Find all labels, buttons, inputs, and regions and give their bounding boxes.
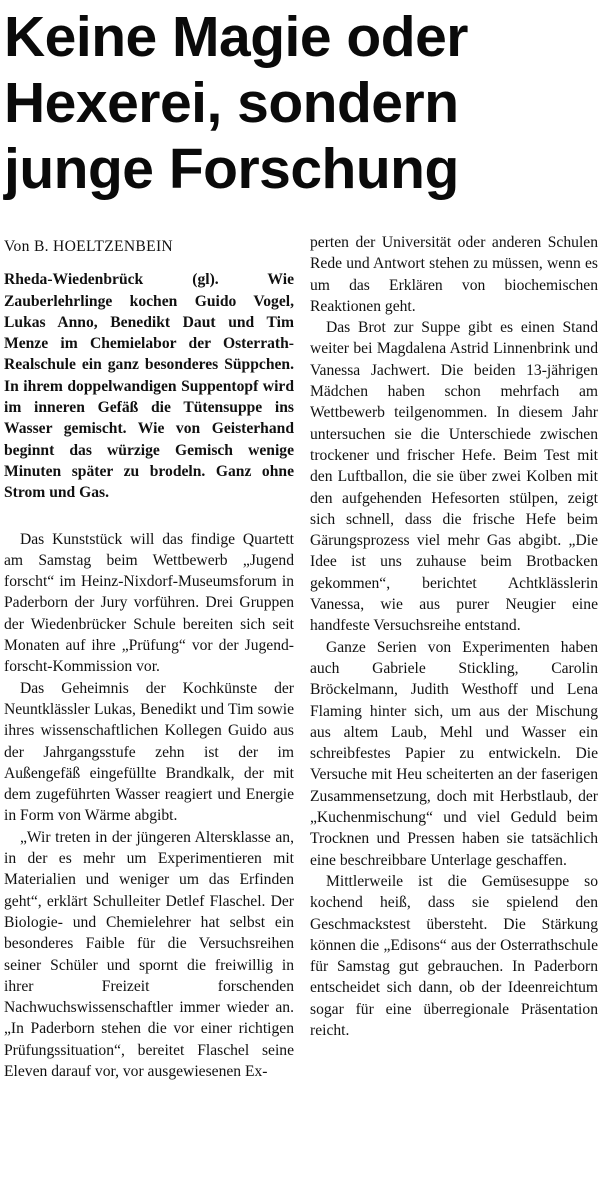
headline: Keine Magie oder Hexerei, sondern junge Forschung (4, 5, 468, 201)
body-paragraph: Das Kunststück will das findige Quartett am Samstag beim Wettbewerb „Jugend forscht“ im Heinz-Nixdorf-Museumsforum in Paderborn der Jury vorführen. Drei Gruppen der Wiedenbrücker Schule bereiten sich seit Monaten auf ihre „Prüfung“ vor der Jugend-forscht-Kommission vor. (4, 530, 294, 676)
body-paragraph-continuation: perten der Universität oder anderen Schulen Rede und Antwort stehen zu müssen, wenn es um das Erklären von biochemischen Reaktionen geht. (310, 234, 598, 315)
body-paragraph: Das Geheimnis der Kochkünste der Neuntklässler Lukas, Benedikt und Tim sowie ihres wissenschaftlichen Kollegen Guido aus der Jahrgangsstufe zehn ist der im Außengefäß eingefüllte Brandkalk, der mit dem zugeführten Wasser reagiert und Energie in Form von Wärme abgibt. (4, 679, 294, 825)
byline: Von B. HOELTZENBEIN (4, 238, 173, 255)
lead-paragraph: Rheda-Wiedenbrück (gl). Wie Zauberlehrlinge kochen Guido Vogel, Lukas Anno, Benedikt Daut und Tim Menze im Chemielabor der Osterrath-Realschule ein ganz besonderes Süppchen. In ihrem doppelwandigen Suppentopf wird im inneren Gefäß die Tütensuppe ins Wasser gemischt. Wie von Geisterhand beginnt das würzige Gemisch wenige Minuten später zu brodeln. Ganz ohne Strom und Gas. (4, 271, 294, 502)
body-paragraph: Mittlerweile ist die Gemüsesuppe so kochend heiß, dass sie spielend den Geschmackstest übersteht. Die Stärkung können die „Edisons“ aus der Osterrathschule für Samstag gut gebrauchen. In Paderborn entscheidet sich dann, ob der Ideenreichtum sogar für eine überregionale Präsentation reicht. (310, 872, 598, 1039)
body-paragraph: Ganze Serien von Experimenten haben auch Gabriele Stickling, Carolin Bröckelmann, Judith Westhoff und Lena Flaming hinter sich, um aus der Mischung aus altem Laub, Mehl und Wasser ein schreibfestes Papier zu entwickeln. Die Versuche mit Heu scheiterten an der faserigen Zusammensetzung, doch mit Herbstlaub, der „Kuchenmischung“ und viel Geduld beim Trocknen und Pressen haben sie tatsächlich eine beschreibbare Unterlage geschaffen. (310, 638, 598, 869)
body-paragraph: Das Brot zur Suppe gibt es einen Stand weiter bei Magdalena Astrid Linnenbrink und Vanessa Jachwert. Die beiden 13-jährigen Mädchen haben schon mehrfach am Wettbewerb teilgenommen. In diesem Jahr untersuchen sie die Unterschiede zwischen trockener und frischer Hefe. Beim Test mit den Luftballon, die sie über zwei Kolben mit den aufgehenden Hefesorten stülpen, zeigt sich schnell, dass die frische Hefe beim Gärungsprozess viel mehr Gas abgibt. „Die Idee ist uns zuhause beim Brotbacken gekommen“, berichtet Achtklässlerin Vanessa, wie aus purer Neugier eine handfeste Versuchsreihe entstand. (310, 319, 598, 635)
body-paragraph: „Wir treten in der jüngeren Altersklasse an, in der es mehr um Experimentieren mit Materialien und weniger um das Erfinden geht“, erklärt Schulleiter Detlef Flaschel. Der Biologie- und Chemielehrer hat selbst ein besonderes Faible für die Versuchsreihen seiner Schüler und spornt die freiwillig in ihrer Freizeit forschenden Nachwuchswissenschaftler immer wieder an. „In Paderborn stehen die vor einer richtigen Prüfungssituation“, bereitet Flaschel seine Eleven darauf vor, vor ausgewiesenen Ex- (4, 828, 294, 1080)
article-column-left (4, 236, 294, 1184)
article-column-right (310, 232, 598, 1180)
